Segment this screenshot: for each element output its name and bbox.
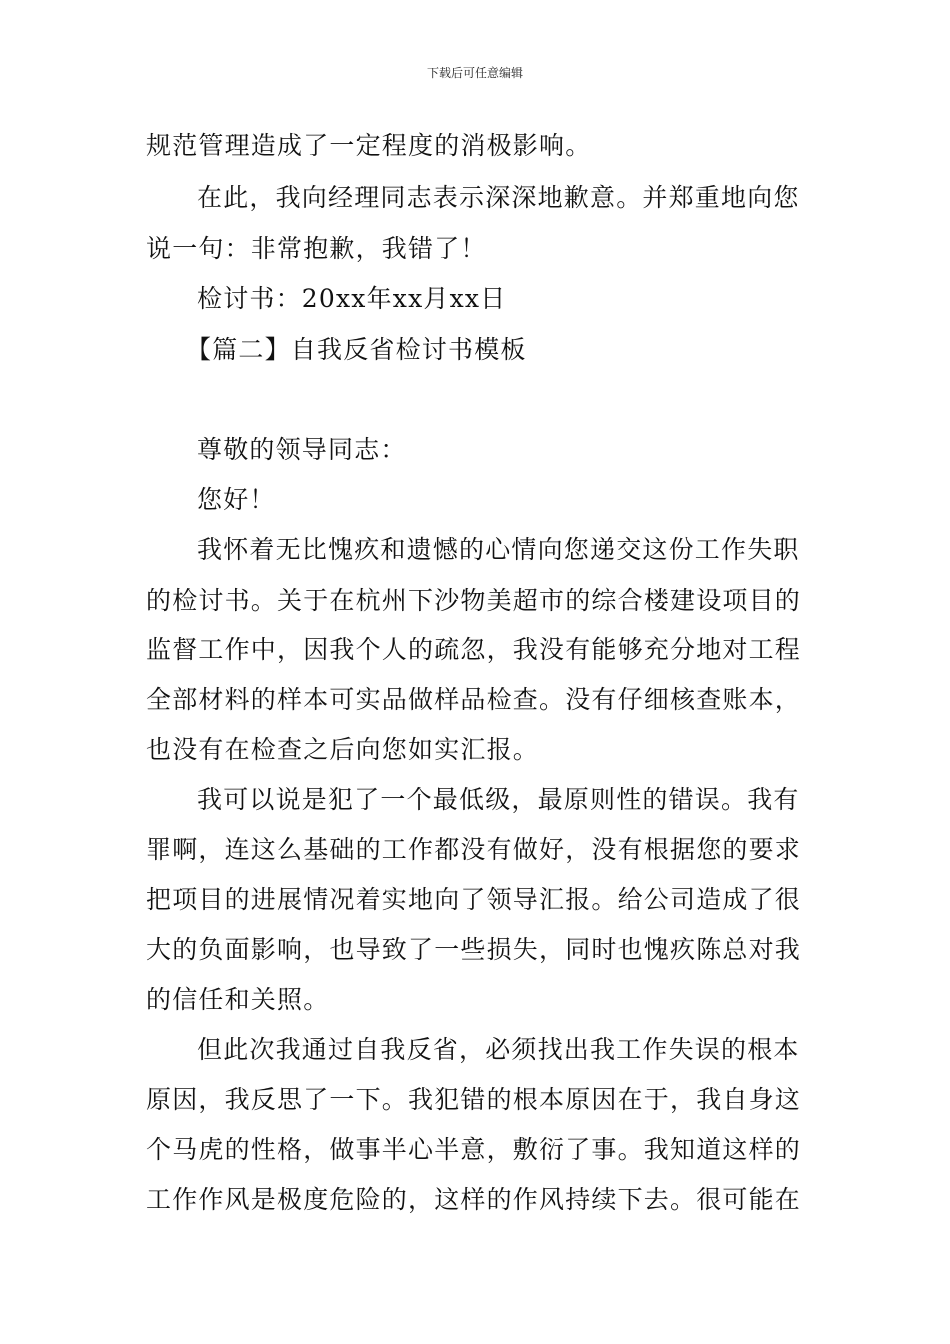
text-line: 说一句：非常抱歉，我错了！ [146,234,487,263]
text-line: 把项目的进展情况着实地向了领导汇报。给公司造成了很 [146,885,802,914]
salutation: 尊敬的领导同志： [197,435,407,464]
text-line: 个马虎的性格，做事半心半意，敷衍了事。我知道这样的 [146,1135,802,1164]
text-line: 工作作风是极度危险的，这样的作风持续下去。很可能在 [146,1185,802,1214]
greeting: 您好！ [197,485,276,514]
text-line: 也没有在检查之后向您如实汇报。 [146,735,540,764]
text-line: 全部材料的样本可实品做样品检查。没有仔细核查账本， [146,685,802,714]
text-line: 规范管理造成了一定程度的消极影响。 [146,131,592,160]
text-line: 的信任和关照。 [146,985,330,1014]
section-heading: 【篇二】自我反省检讨书模板 [186,335,527,364]
page-header: 下载后可任意编辑 [426,66,523,80]
text-line: 但此次我通过自我反省，必须找出我工作失误的根本 [197,1035,800,1064]
text-line: 大的负面影响，也导致了一些损失，同时也愧疚陈总对我 [146,935,802,964]
text-line: 罪啊，连这么基础的工作都没有做好，没有根据您的要求 [146,835,802,864]
text-line: 我怀着无比愧疚和遗憾的心情向您递交这份工作失职 [197,535,800,564]
text-line: 的检讨书。关于在杭州下沙物美超市的综合楼建设项目的 [146,586,802,615]
text-line: 我可以说是犯了一个最低级，最原则性的错误。我有 [197,785,800,814]
text-line: 原因，我反思了一下。我犯错的根本原因在于，我自身这 [146,1085,802,1114]
date-line: 检讨书：20xx年xx月xx日 [197,284,507,313]
text-line: 监督工作中，因我个人的疏忽，我没有能够充分地对工程 [146,635,802,664]
text-line: 在此，我向经理同志表示深深地歉意。并郑重地向您 [197,183,800,212]
